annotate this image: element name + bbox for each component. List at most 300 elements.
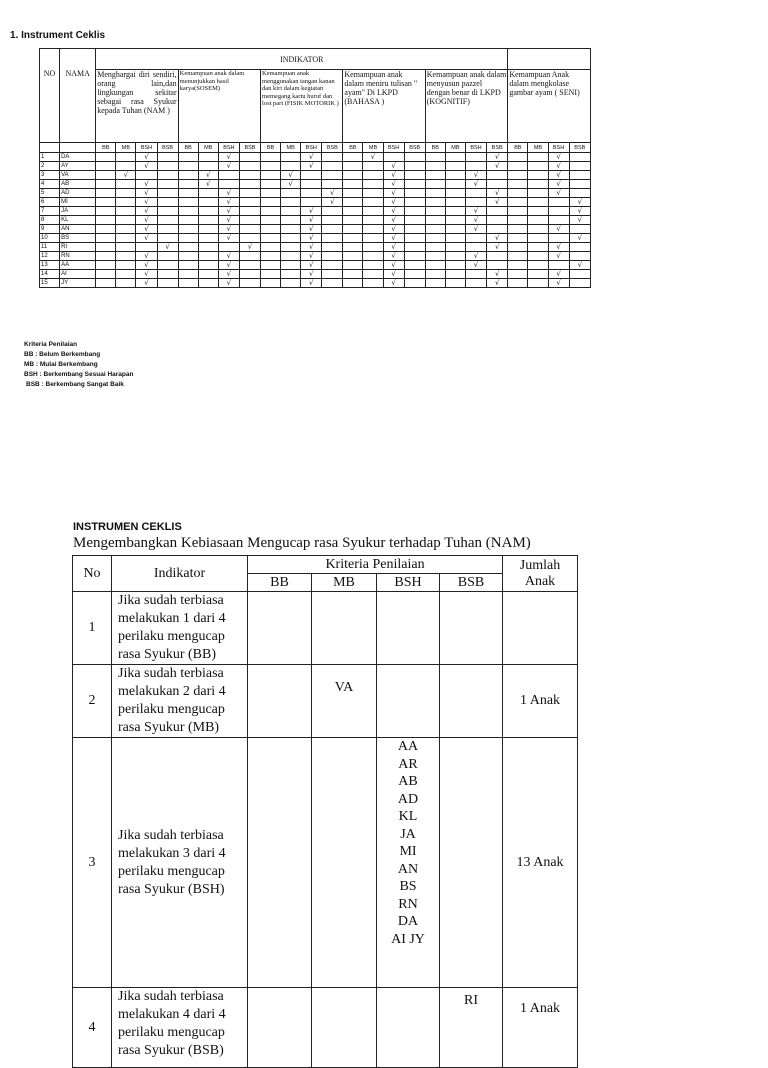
empty-cell	[218, 171, 239, 180]
empty-cell	[281, 243, 301, 252]
empty-cell	[487, 171, 508, 180]
empty-cell	[548, 261, 569, 270]
empty-cell	[363, 171, 383, 180]
legend-item-bsb: BSB : Berkembang Sangat Baik	[26, 381, 124, 388]
check-mark: √	[383, 189, 404, 198]
empty-cell	[157, 234, 178, 243]
nam-cell-bb	[248, 592, 312, 665]
empty-cell	[178, 180, 198, 189]
check-mark: √	[465, 180, 486, 189]
empty-cell	[157, 252, 178, 261]
empty-cell	[239, 198, 260, 207]
empty-cell	[569, 252, 590, 261]
empty-cell	[178, 216, 198, 225]
nam-cell-jumlah: 1 Anak	[503, 988, 578, 1068]
empty-cell	[363, 189, 383, 198]
empty-cell	[445, 162, 465, 171]
nam-row-indikator: Jika sudah terbiasa melakukan 4 dari 4 perilaku mengucap rasa Syukur (BSB)	[112, 988, 248, 1068]
empty-cell	[136, 171, 157, 180]
indicator-nam: Menghargai diri sendiri, orang lain,dan lingkungan sekitar sebagai rasa Syukur kepada Tuhan (NAM )	[96, 70, 178, 143]
empty-cell	[261, 270, 281, 279]
check-mark: √	[383, 171, 404, 180]
table-row	[40, 198, 591, 207]
indicator-sosem: Kemampuan anak dalam menunjukkan hasil karya(SOSEM)	[178, 70, 260, 143]
empty-cell	[281, 216, 301, 225]
check-mark: √	[301, 270, 322, 279]
empty-cell	[445, 261, 465, 270]
empty-cell	[96, 198, 116, 207]
empty-cell	[96, 234, 116, 243]
check-mark: √	[218, 225, 239, 234]
empty-cell	[404, 162, 425, 171]
nam-cell-mb	[312, 988, 377, 1068]
legend-item-bb: BB : Belum Berkembang	[24, 351, 101, 358]
empty-cell	[404, 189, 425, 198]
empty-cell	[465, 243, 486, 252]
check-mark: √	[136, 180, 157, 189]
row-number: 5	[40, 189, 60, 198]
empty-cell	[425, 279, 445, 288]
empty-cell	[96, 261, 116, 270]
check-mark: √	[301, 216, 322, 225]
instrumen-title: INSTRUMEN CEKLIS	[73, 521, 182, 533]
check-mark: √	[383, 270, 404, 279]
nam-row-no: 1	[73, 592, 112, 665]
empty-cell	[404, 171, 425, 180]
level-header-bsh: BSH	[383, 143, 404, 153]
check-mark: √	[301, 225, 322, 234]
row-number: 14	[40, 270, 60, 279]
empty-cell	[569, 279, 590, 288]
empty-cell	[404, 225, 425, 234]
check-mark: √	[487, 153, 508, 162]
check-mark: √	[487, 198, 508, 207]
check-mark: √	[548, 180, 569, 189]
nam-cell-jumlah: 13 Anak	[503, 738, 578, 988]
empty-cell	[569, 225, 590, 234]
check-mark: √	[136, 198, 157, 207]
row-name: AA	[60, 261, 96, 270]
empty-cell	[261, 189, 281, 198]
indikator-header: INDIKATOR	[96, 49, 508, 70]
legend-item-mb: MB : Mulai Berkembang	[24, 361, 98, 368]
empty-cell	[508, 261, 528, 270]
row-number: 7	[40, 207, 60, 216]
empty-cell	[528, 279, 548, 288]
empty-cell	[96, 243, 116, 252]
empty-cell	[322, 180, 343, 189]
nam-indikator-header: Indikator	[112, 556, 248, 592]
empty-cell	[239, 279, 260, 288]
row-number: 3	[40, 171, 60, 180]
empty-cell	[465, 198, 486, 207]
empty-cell	[218, 180, 239, 189]
empty-cell	[363, 270, 383, 279]
table-row	[40, 234, 591, 243]
empty-cell	[116, 207, 136, 216]
check-mark: √	[301, 261, 322, 270]
level-header-bb: BB	[343, 143, 363, 153]
empty-cell	[383, 153, 404, 162]
check-mark: √	[548, 153, 569, 162]
empty-cell	[261, 225, 281, 234]
empty-cell	[281, 270, 301, 279]
row-name: DA	[60, 153, 96, 162]
check-mark: √	[465, 252, 486, 261]
check-mark: √	[136, 207, 157, 216]
empty-cell	[343, 189, 363, 198]
empty-cell	[281, 162, 301, 171]
empty-cell	[343, 225, 363, 234]
empty-cell	[96, 216, 116, 225]
empty-cell	[239, 270, 260, 279]
empty-cell	[239, 252, 260, 261]
empty-cell	[528, 171, 548, 180]
empty-cell	[508, 252, 528, 261]
empty-cell	[404, 270, 425, 279]
table-row	[40, 261, 591, 270]
empty-cell	[343, 162, 363, 171]
check-mark: √	[383, 180, 404, 189]
nam-no-header: No	[73, 556, 112, 592]
row-number: 6	[40, 198, 60, 207]
empty-cell	[465, 270, 486, 279]
empty-cell	[198, 162, 218, 171]
empty-cell	[322, 234, 343, 243]
empty-cell	[445, 153, 465, 162]
blank-header	[60, 143, 96, 153]
check-mark: √	[218, 162, 239, 171]
empty-cell	[425, 216, 445, 225]
empty-cell	[239, 171, 260, 180]
empty-cell	[425, 252, 445, 261]
check-mark: √	[383, 234, 404, 243]
empty-cell	[96, 207, 116, 216]
empty-cell	[301, 198, 322, 207]
no-column-header: NO	[40, 49, 60, 143]
nam-level-mb: MB	[312, 574, 377, 592]
empty-cell	[528, 252, 548, 261]
empty-cell	[465, 279, 486, 288]
level-header-mb: MB	[528, 143, 548, 153]
empty-cell	[198, 216, 218, 225]
row-name: RI	[60, 243, 96, 252]
empty-cell	[198, 189, 218, 198]
empty-cell	[343, 270, 363, 279]
blank-header	[40, 143, 60, 153]
empty-cell	[281, 207, 301, 216]
empty-cell	[363, 198, 383, 207]
empty-cell	[445, 252, 465, 261]
empty-cell	[281, 189, 301, 198]
empty-cell	[157, 189, 178, 198]
row-number: 8	[40, 216, 60, 225]
check-mark: √	[383, 198, 404, 207]
check-mark: √	[383, 162, 404, 171]
empty-cell	[445, 207, 465, 216]
row-name: KL	[60, 216, 96, 225]
empty-cell	[96, 153, 116, 162]
row-number: 9	[40, 225, 60, 234]
empty-cell	[239, 234, 260, 243]
check-mark: √	[465, 171, 486, 180]
empty-cell	[343, 216, 363, 225]
empty-cell	[116, 162, 136, 171]
nam-cell-bsh	[377, 665, 440, 738]
ceklis-body	[40, 153, 591, 288]
nam-level-bsb: BSB	[440, 574, 503, 592]
check-mark: √	[487, 189, 508, 198]
level-header-bsh: BSH	[301, 143, 322, 153]
nam-row-indikator: Jika sudah terbiasa melakukan 3 dari 4 perilaku mengucap rasa Syukur (BSH)	[112, 738, 248, 988]
check-mark: √	[383, 216, 404, 225]
nam-row-indikator: Jika sudah terbiasa melakukan 2 dari 4 perilaku mengucap rasa Syukur (MB)	[112, 665, 248, 738]
empty-cell	[363, 252, 383, 261]
nam-row	[73, 738, 578, 988]
check-mark: √	[301, 252, 322, 261]
empty-cell	[425, 243, 445, 252]
empty-cell	[343, 207, 363, 216]
empty-cell	[322, 162, 343, 171]
empty-cell	[343, 261, 363, 270]
check-mark: √	[157, 243, 178, 252]
empty-cell	[116, 261, 136, 270]
check-mark: √	[487, 234, 508, 243]
indicator-seni: Kemampuan Anak dalam mengkolase gambar ayam ( SENI)	[508, 70, 591, 143]
empty-cell	[425, 180, 445, 189]
check-mark: √	[301, 234, 322, 243]
empty-cell	[96, 270, 116, 279]
empty-cell	[404, 153, 425, 162]
empty-cell	[281, 261, 301, 270]
instrument-ceklis-table	[39, 48, 591, 288]
nam-row	[73, 592, 578, 665]
empty-cell	[261, 162, 281, 171]
row-name: AD	[60, 189, 96, 198]
empty-cell	[528, 234, 548, 243]
empty-cell	[445, 234, 465, 243]
empty-cell	[116, 234, 136, 243]
empty-cell	[508, 270, 528, 279]
empty-cell	[363, 180, 383, 189]
check-mark: √	[548, 252, 569, 261]
empty-cell	[528, 162, 548, 171]
empty-cell	[96, 171, 116, 180]
nam-cell-bsb	[440, 665, 503, 738]
empty-cell	[569, 153, 590, 162]
empty-cell	[404, 279, 425, 288]
empty-cell	[157, 216, 178, 225]
level-header-bsh: BSH	[548, 143, 569, 153]
empty-cell	[322, 279, 343, 288]
row-name: JA	[60, 207, 96, 216]
empty-cell	[198, 261, 218, 270]
empty-cell	[508, 234, 528, 243]
empty-cell	[363, 207, 383, 216]
empty-cell	[363, 243, 383, 252]
empty-cell	[157, 207, 178, 216]
table-row	[40, 207, 591, 216]
check-mark: √	[218, 270, 239, 279]
empty-cell	[569, 243, 590, 252]
empty-cell	[508, 207, 528, 216]
empty-cell	[363, 234, 383, 243]
empty-cell	[322, 243, 343, 252]
empty-cell	[157, 198, 178, 207]
indicator-kognitif: Kemampuan anak dalam menyusun pazzel dengan benar di LKPD (KOGNITIF)	[425, 70, 508, 143]
check-mark: √	[218, 189, 239, 198]
row-number: 4	[40, 180, 60, 189]
nam-row-no: 2	[73, 665, 112, 738]
empty-cell	[218, 243, 239, 252]
empty-cell	[157, 279, 178, 288]
level-header-bb: BB	[96, 143, 116, 153]
check-mark: √	[218, 279, 239, 288]
empty-cell	[261, 279, 281, 288]
table-row	[40, 225, 591, 234]
nam-row-no: 3	[73, 738, 112, 988]
empty-cell	[239, 189, 260, 198]
empty-cell	[198, 270, 218, 279]
level-header-bsb: BSB	[404, 143, 425, 153]
empty-cell	[445, 225, 465, 234]
empty-cell	[198, 234, 218, 243]
empty-cell	[178, 261, 198, 270]
empty-cell	[178, 189, 198, 198]
legend-title: Kriteria Penilaian	[24, 341, 78, 348]
empty-cell	[281, 153, 301, 162]
empty-cell	[322, 261, 343, 270]
empty-cell	[363, 216, 383, 225]
criteria-legend	[24, 340, 133, 390]
check-mark: √	[218, 216, 239, 225]
empty-cell	[261, 171, 281, 180]
empty-cell	[239, 261, 260, 270]
row-name: BS	[60, 234, 96, 243]
empty-cell	[487, 225, 508, 234]
empty-cell	[322, 216, 343, 225]
empty-cell	[198, 252, 218, 261]
empty-cell	[508, 216, 528, 225]
empty-cell	[404, 180, 425, 189]
check-mark: √	[465, 216, 486, 225]
empty-cell	[508, 243, 528, 252]
nam-row	[73, 988, 578, 1068]
check-mark: √	[465, 207, 486, 216]
empty-cell	[178, 243, 198, 252]
section-heading: 1. Instrument Ceklis	[10, 30, 106, 41]
empty-cell	[157, 270, 178, 279]
row-name: RN	[60, 252, 96, 261]
row-name: AB	[60, 180, 96, 189]
empty-cell	[508, 198, 528, 207]
empty-cell	[343, 180, 363, 189]
check-mark: √	[548, 270, 569, 279]
check-mark: √	[322, 189, 343, 198]
check-mark: √	[383, 225, 404, 234]
empty-cell	[157, 171, 178, 180]
check-mark: √	[569, 216, 590, 225]
nam-cell-bb	[248, 988, 312, 1068]
empty-cell	[569, 180, 590, 189]
table-row	[40, 270, 591, 279]
empty-cell	[465, 234, 486, 243]
nam-row-indikator: Jika sudah terbiasa melakukan 1 dari 4 perilaku mengucap rasa Syukur (BB)	[112, 592, 248, 665]
empty-cell	[425, 261, 445, 270]
row-name: MI	[60, 198, 96, 207]
empty-cell	[261, 198, 281, 207]
nam-kriteria-header: Kriteria Penilaian	[248, 556, 503, 574]
level-header-bb: BB	[261, 143, 281, 153]
empty-cell	[343, 198, 363, 207]
nam-cell-bsh: AA AR AB AD KL JA MI AN BS RN DA AI JY	[377, 738, 440, 988]
empty-cell	[239, 216, 260, 225]
empty-cell	[528, 243, 548, 252]
check-mark: √	[548, 225, 569, 234]
check-mark: √	[281, 171, 301, 180]
empty-cell	[528, 153, 548, 162]
indicator-bahasa: Kemampuan anak dalam meniru tulisan " ayam" Di LKPD (BAHASA )	[343, 70, 425, 143]
empty-cell	[569, 171, 590, 180]
table-row	[40, 216, 591, 225]
check-mark: √	[136, 162, 157, 171]
empty-cell	[404, 207, 425, 216]
empty-cell	[404, 261, 425, 270]
empty-cell	[198, 198, 218, 207]
empty-cell	[487, 252, 508, 261]
empty-cell	[363, 225, 383, 234]
empty-cell	[157, 153, 178, 162]
check-mark: √	[569, 261, 590, 270]
check-mark: √	[363, 153, 383, 162]
check-mark: √	[487, 270, 508, 279]
empty-cell	[363, 261, 383, 270]
empty-cell	[425, 153, 445, 162]
empty-cell	[322, 153, 343, 162]
check-mark: √	[548, 243, 569, 252]
check-mark: √	[218, 198, 239, 207]
empty-cell	[116, 270, 136, 279]
empty-cell	[445, 270, 465, 279]
empty-cell	[508, 225, 528, 234]
empty-cell	[116, 189, 136, 198]
nam-row-no: 4	[73, 988, 112, 1068]
empty-cell	[96, 252, 116, 261]
check-mark: √	[281, 180, 301, 189]
check-mark: √	[322, 198, 343, 207]
level-header-bsh: BSH	[465, 143, 486, 153]
empty-cell	[425, 207, 445, 216]
empty-cell	[465, 189, 486, 198]
row-name: AI	[60, 270, 96, 279]
check-mark: √	[569, 198, 590, 207]
level-header-bb: BB	[508, 143, 528, 153]
legend-item-bsh: BSH : Berkembang Sesuai Harapan	[24, 371, 134, 378]
empty-cell	[157, 180, 178, 189]
empty-cell	[363, 162, 383, 171]
empty-cell	[157, 261, 178, 270]
empty-cell	[261, 261, 281, 270]
level-header-mb: MB	[281, 143, 301, 153]
empty-cell	[116, 198, 136, 207]
check-mark: √	[136, 261, 157, 270]
check-mark: √	[301, 153, 322, 162]
empty-cell	[96, 180, 116, 189]
empty-cell	[404, 216, 425, 225]
nam-cell-bsb	[440, 738, 503, 988]
nam-cell-jumlah: 1 Anak	[503, 665, 578, 738]
empty-cell	[425, 189, 445, 198]
